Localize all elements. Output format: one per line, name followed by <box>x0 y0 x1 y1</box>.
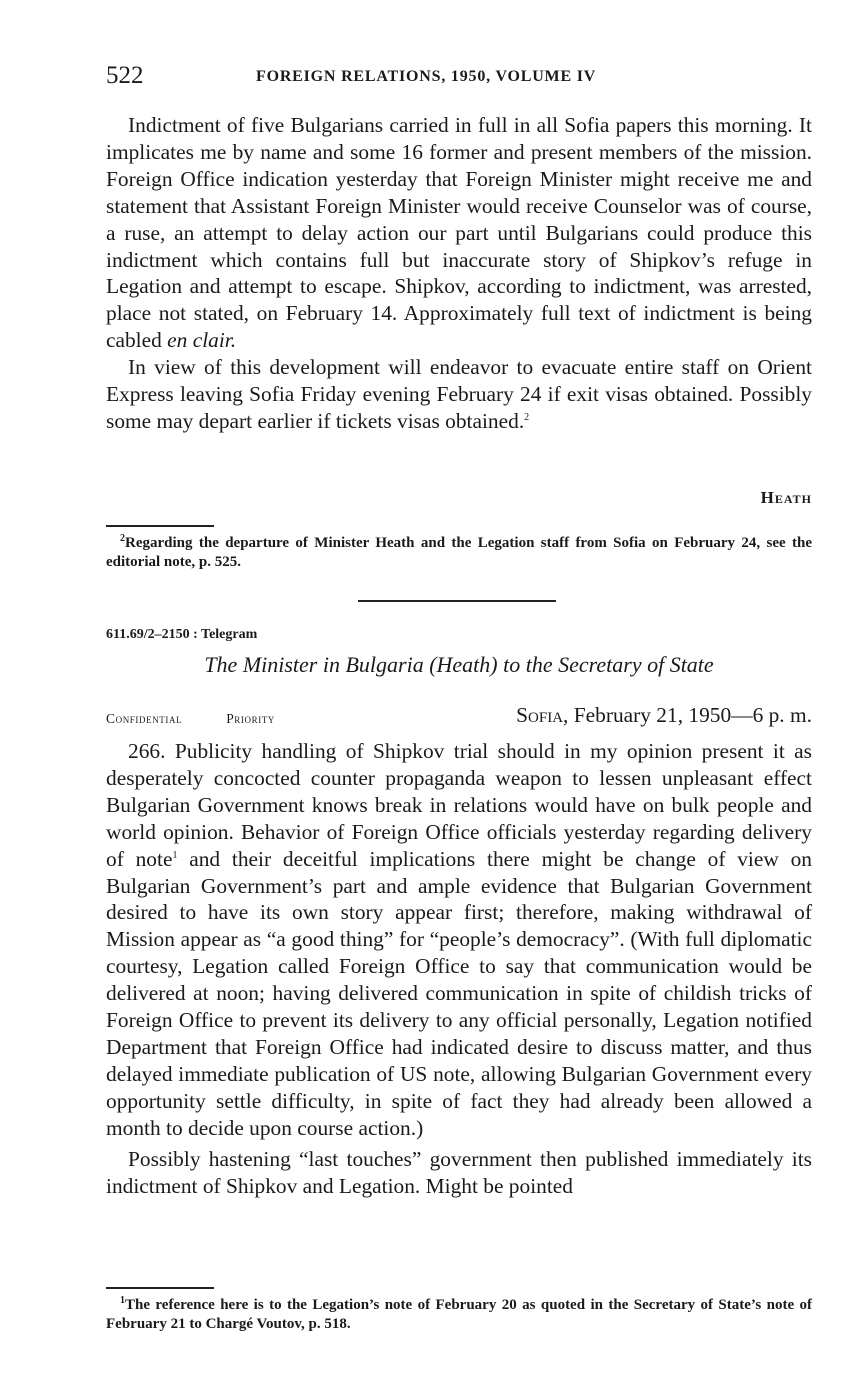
paragraph-text: In view of this development will endeavor to evacuate entire staff on Orient Express leaving Sofia Friday evening February 24 if exit visas obtained. Possibly some may depart earlier if tickets visas obtained. <box>106 355 812 433</box>
page-header <box>106 62 812 96</box>
document-meta <box>106 703 812 731</box>
file-identifier: 611.69/2–2150 : Telegram <box>106 627 258 642</box>
footnote-reference: 1 <box>172 849 178 861</box>
telegram-2-paragraph-1 <box>106 738 812 1142</box>
classification-line <box>106 711 275 727</box>
footnote-text: Regarding the departure of Minister Heath and the Legation staff from Sofia on February 24, see the editorial note, p. 525. <box>106 535 812 570</box>
footnote-rule <box>106 1287 214 1289</box>
telegram-1-paragraph-1 <box>106 112 812 354</box>
telegram-1-body <box>106 112 812 435</box>
telegram-2-paragraph-2 <box>106 1146 812 1200</box>
footnote-reference: 2 <box>524 411 530 423</box>
priority: Priority <box>226 711 276 726</box>
document-separator <box>358 600 556 602</box>
running-head: FOREIGN RELATIONS, 1950, VOLUME IV <box>256 68 597 85</box>
italic-phrase: en clair. <box>167 328 237 353</box>
footnote-text: The reference here is to the Legation’s note of February 20 as quoted in the Secretary of State’s note of February 21 to Chargé Voutov, p. 518. <box>106 1297 812 1332</box>
footnote-mark: 1 <box>120 1295 125 1306</box>
dateline <box>516 703 812 728</box>
signature: Heath <box>760 488 812 507</box>
paragraph-text: Indictment of five Bulgarians carried in full in all Sofia papers this morning. It implicates me by name and some 16 former and present members of the mission. Foreign Office indication yesterday that Foreign Minister might receive me and statement that Assistant Foreign Minister would receive Counselor was of course, a ruse, an attempt to delay action our part until Bulgarians could produce this indictment which contains full but inaccurate story of Shipkov’s refuge in Legation and attempt to escape. Shipkov, according to indictment, was arrested, place not stated, on February 14. Approximately full text of indictment is being cabled <box>106 113 812 353</box>
footnote-1 <box>106 1296 812 1334</box>
document-title: The Minister in Bulgaria (Heath) to the Secretary of State <box>204 652 714 677</box>
telegram-1-paragraph-2 <box>106 354 812 435</box>
footnote-rule <box>106 525 214 527</box>
place: Sofia <box>516 703 564 727</box>
paragraph-text: 266. Publicity handling of Shipkov trial should in my opinion present it as desperately concocted counter propaganda weapon to lessen unpleasant effect Bulgarian Government knows break in relations would have on bulk people and world opinion. Behavior of Foreign Office officials yesterday regarding delivery of note <box>106 739 812 871</box>
classification: Confidential <box>106 711 183 726</box>
telegram-2-body <box>106 738 812 1199</box>
paragraph-text: Possibly hastening “last touches” government then published immediately its indictment of Shipkov and Legation. Might be pointed <box>106 1146 812 1198</box>
date: , February 21, 1950—6 p. m. <box>563 703 812 727</box>
page-number: 522 <box>106 62 144 89</box>
footnote-mark: 2 <box>120 533 125 544</box>
footnote-2 <box>106 534 812 572</box>
paragraph-text: and their deceitful implications there might be change of view on Bulgarian Government’s part and ample evidence that Bulgarian Government desired to have its own story appear first; therefore, making withdrawal of Mission appear as “a good thing” for “people’s democracy”. (With full diplomatic courtesy, Legation called Foreign Office to say that communication would be delivered at noon; having delivered communication in spite of childish tricks of Foreign Office to prevent its delivery to any official personally, Legation notified Department that Foreign Office had indicated desire to discuss matter, and thus delayed immediate publication of US note, allowing Bulgarian Government every opportunity settle difficulty, in spite of fact they had already been allowed a month to decide upon course action.) <box>106 846 812 1140</box>
